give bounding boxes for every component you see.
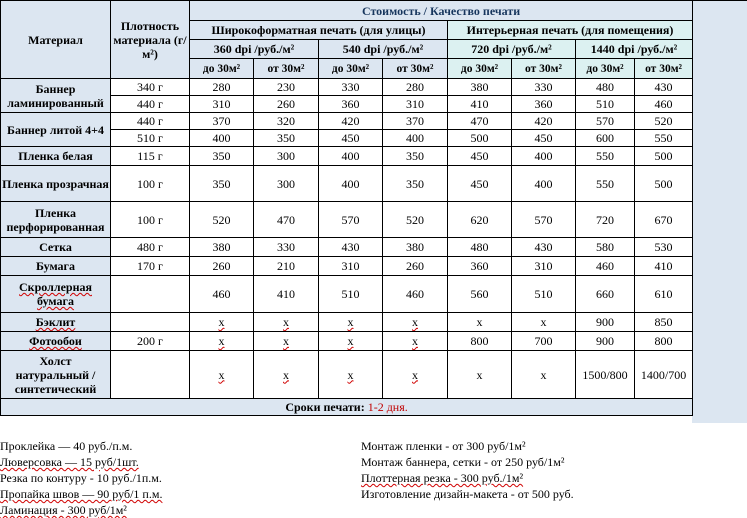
price-cell (448, 166, 512, 202)
price-cell (635, 79, 693, 96)
price-cell (190, 202, 254, 238)
price-value: 350 (277, 131, 295, 145)
material-cell (1, 238, 111, 257)
price-cell (254, 276, 319, 313)
price-value: 400 (534, 149, 553, 163)
price-value: 600 (596, 131, 614, 145)
price-cell (254, 313, 319, 332)
table-row (1, 147, 693, 166)
price-value: 1500/800 (582, 367, 628, 382)
price-cell (319, 166, 383, 202)
price-value: 410 (654, 259, 673, 273)
price-cell (448, 147, 512, 166)
price-cell (576, 238, 635, 257)
price-cell (319, 147, 383, 166)
material-name: Бумага (35, 259, 76, 273)
price-cell (448, 202, 512, 238)
price-cell (319, 257, 383, 276)
price-value: 350 (406, 176, 424, 191)
price-cell (512, 351, 576, 399)
material-name: Пленка белая (18, 149, 93, 163)
material-cell (1, 332, 111, 351)
price-cell (448, 130, 512, 147)
dpi-360-header: 360 dpi /руб./м² (190, 40, 319, 59)
price-cell (190, 351, 254, 399)
price-cell (576, 257, 635, 276)
density-cell: 115 г (111, 147, 190, 166)
price-value: х (412, 367, 418, 382)
price-cell (576, 202, 635, 238)
price-cell (635, 276, 693, 313)
price-value: 360 (341, 97, 360, 111)
price-value: 360 (470, 259, 489, 273)
price-value: 900 (596, 334, 614, 348)
material-cell (1, 79, 111, 113)
price-cell (512, 113, 576, 130)
price-cell (254, 130, 319, 147)
density-cell: 100 г (111, 202, 190, 238)
price-cell (254, 96, 319, 113)
price-cell (190, 166, 254, 202)
material-header: Материал (1, 1, 111, 79)
price-value: 470 (470, 114, 489, 128)
density-cell: 340 г (111, 79, 190, 96)
price-value: 320 (277, 114, 295, 128)
price-cell (319, 79, 383, 96)
material-cell (1, 166, 111, 202)
material-cell (1, 313, 111, 332)
price-cell (448, 276, 512, 313)
price-cell (254, 113, 319, 130)
price-cell (383, 276, 448, 313)
price-value: х (283, 315, 289, 329)
price-value: х (283, 367, 289, 382)
price-value: х (476, 367, 483, 382)
price-value: х (540, 315, 547, 329)
price-cell (512, 96, 576, 113)
table-row (1, 166, 693, 202)
price-cell (512, 332, 576, 351)
price-value: 400 (341, 176, 360, 191)
from-30-header: от 30м² (512, 59, 576, 79)
table-row (1, 332, 693, 351)
price-cell (383, 79, 448, 96)
price-value: 660 (596, 287, 614, 301)
price-cell (190, 313, 254, 332)
price-value: 310 (341, 259, 360, 273)
price-value: 450 (470, 176, 489, 191)
price-value: 850 (654, 315, 673, 329)
price-value: х (412, 334, 418, 348)
density-cell (111, 276, 190, 313)
service-line: Ламинация - 300 руб/1м² (0, 503, 127, 517)
price-value: 350 (212, 176, 231, 191)
price-cell (576, 79, 635, 96)
price-value: 670 (654, 212, 673, 227)
price-cell (512, 238, 576, 257)
price-value: 400 (406, 131, 424, 145)
price-cell (448, 332, 512, 351)
material-name: Бэклит (35, 315, 76, 329)
density-cell (111, 351, 190, 399)
density-cell: 440 г (111, 113, 190, 130)
price-value: х (347, 367, 354, 382)
table-row (1, 79, 693, 96)
service-line: Проклейка — 40 руб./п.м. (0, 439, 133, 453)
price-cell (383, 313, 448, 332)
price-cell (448, 96, 512, 113)
price-cell (383, 96, 448, 113)
price-cell (319, 202, 383, 238)
density-cell: 170 г (111, 257, 190, 276)
price-value: 210 (277, 259, 295, 273)
price-cell (635, 257, 693, 276)
price-cell (319, 332, 383, 351)
outdoor-header: Широкоформатная печать (для улицы) (190, 21, 448, 40)
cost-quality-header: Стоимость / Качество печати (190, 1, 693, 21)
price-value: 400 (212, 131, 231, 145)
density-header (111, 1, 190, 79)
price-value: х (347, 334, 354, 348)
price-value: 300 (277, 149, 295, 163)
density-cell (111, 313, 190, 332)
table-row (1, 202, 693, 238)
price-value: 260 (212, 259, 231, 273)
price-value: 800 (470, 334, 489, 348)
price-cell (190, 332, 254, 351)
price-cell (635, 313, 693, 332)
price-value: 520 (212, 212, 231, 227)
price-value: 460 (596, 259, 614, 273)
price-cell (383, 238, 448, 257)
price-cell (448, 79, 512, 96)
price-cell (319, 113, 383, 130)
material-cell (1, 257, 111, 276)
price-value: 380 (470, 80, 489, 94)
print-terms (1, 399, 693, 416)
dpi-1440-header: 1440 dpi /руб./м² (576, 40, 693, 59)
price-value: 520 (406, 212, 424, 227)
price-cell (635, 113, 693, 130)
price-cell (383, 202, 448, 238)
service-line: Люверсовка — 15 руб/1шт. (0, 455, 139, 469)
price-value: 420 (341, 114, 360, 128)
price-cell (512, 276, 576, 313)
price-cell (576, 130, 635, 147)
from-30-header: от 30м² (383, 59, 448, 79)
price-cell (190, 96, 254, 113)
price-cell (254, 238, 319, 257)
price-cell (319, 130, 383, 147)
price-value: 310 (212, 97, 231, 111)
price-value: 400 (534, 176, 553, 191)
price-value: 510 (596, 97, 614, 111)
price-value: 450 (534, 131, 553, 145)
price-value: 380 (406, 240, 424, 254)
price-cell (254, 147, 319, 166)
price-value: 570 (596, 114, 614, 128)
price-value: 460 (654, 97, 673, 111)
price-value: 550 (596, 176, 614, 191)
price-value: 330 (341, 80, 360, 94)
price-cell (635, 351, 693, 399)
from-30-header: от 30м² (254, 59, 319, 79)
price-value: 260 (277, 97, 295, 111)
from-30-header: от 30м² (635, 59, 693, 79)
price-cell (190, 113, 254, 130)
price-cell (383, 147, 448, 166)
price-cell (512, 313, 576, 332)
dpi-540-header: 540 dpi /руб./м² (319, 40, 448, 59)
price-cell (512, 257, 576, 276)
price-value: 280 (212, 80, 231, 94)
price-value: х (218, 334, 225, 348)
price-cell (383, 351, 448, 399)
price-value: 450 (341, 131, 360, 145)
price-cell (190, 147, 254, 166)
price-cell (448, 113, 512, 130)
price-cell (512, 147, 576, 166)
price-value: 330 (534, 80, 553, 94)
price-value: 480 (470, 240, 489, 254)
price-value: 300 (277, 176, 295, 191)
price-cell (512, 130, 576, 147)
upto-30-header: до 30м² (576, 59, 635, 79)
price-value: 800 (654, 334, 673, 348)
price-value: х (412, 315, 418, 329)
price-cell (635, 238, 693, 257)
table-row (1, 313, 693, 332)
price-value: 450 (470, 149, 489, 163)
price-value: 470 (277, 212, 295, 227)
material-cell (1, 202, 111, 238)
material-name: Фотообои (29, 334, 82, 348)
material-name: Баннер ламинированный (7, 81, 104, 110)
price-cell (448, 351, 512, 399)
price-value: 550 (596, 149, 614, 163)
price-cell (448, 313, 512, 332)
upto-30-header: до 30м² (448, 59, 512, 79)
price-value: 500 (654, 176, 673, 191)
price-value: 610 (654, 287, 673, 301)
material-name: Пленка прозрачная (2, 176, 109, 191)
price-value: 350 (212, 149, 231, 163)
material-cell (1, 276, 111, 313)
price-value: 400 (341, 149, 360, 163)
price-cell (383, 332, 448, 351)
material-name: Скроллерная бумага (19, 280, 92, 308)
table-row (1, 238, 693, 257)
header-side-strip (692, 0, 747, 423)
price-cell (576, 351, 635, 399)
price-value: х (540, 367, 547, 382)
price-value: х (476, 315, 483, 329)
upto-30-header: до 30м² (190, 59, 254, 79)
material-cell (1, 147, 111, 166)
price-value: х (347, 315, 354, 329)
price-value: 260 (406, 259, 424, 273)
dpi-720-header: 720 dpi /руб./м² (448, 40, 576, 59)
price-cell (383, 257, 448, 276)
price-value: х (218, 315, 225, 329)
table-row (1, 276, 693, 313)
density-header-text: Плотность материала (г/м²) (113, 18, 187, 61)
price-cell (190, 130, 254, 147)
price-value: 410 (277, 287, 295, 301)
price-cell (254, 332, 319, 351)
price-cell (576, 276, 635, 313)
price-cell (576, 113, 635, 130)
price-value: 310 (534, 259, 553, 273)
print-terms-value: 1-2 дня. (367, 400, 408, 414)
price-cell (254, 351, 319, 399)
price-cell (635, 332, 693, 351)
material-cell (1, 351, 111, 399)
price-value: 530 (654, 240, 673, 254)
table-row (1, 257, 693, 276)
material-name: Холст натуральный /синтетический (14, 353, 97, 396)
service-line: Монтаж пленки - от 300 руб/1м² (361, 439, 526, 453)
density-cell: 440 г (111, 96, 190, 113)
price-cell (635, 202, 693, 238)
price-value: 700 (534, 334, 553, 348)
price-cell (635, 96, 693, 113)
density-cell: 480 г (111, 238, 190, 257)
services-notes (0, 438, 747, 515)
price-cell (254, 79, 319, 96)
price-cell (635, 130, 693, 147)
price-cell (319, 276, 383, 313)
table-row (1, 351, 693, 399)
price-cell (512, 202, 576, 238)
density-cell: 510 г (111, 130, 190, 147)
price-cell (190, 276, 254, 313)
price-value: 510 (341, 287, 360, 301)
price-value: 550 (654, 131, 673, 145)
price-value: 580 (596, 240, 614, 254)
price-value: 280 (406, 80, 424, 94)
service-line: Пропайка швов — 90 руб/1 п.м. (0, 487, 163, 501)
price-cell (576, 332, 635, 351)
price-cell (254, 166, 319, 202)
price-value: 620 (470, 212, 489, 227)
price-cell (319, 351, 383, 399)
price-value: 500 (654, 149, 673, 163)
price-value: 500 (470, 131, 489, 145)
price-value: 900 (596, 315, 614, 329)
price-value: 410 (470, 97, 489, 111)
price-value: 1400/700 (640, 367, 687, 382)
price-cell (576, 166, 635, 202)
price-cell (576, 313, 635, 332)
material-name: Пленка перфорированная (6, 205, 105, 234)
price-cell (383, 113, 448, 130)
service-line: Монтаж баннера, сетки - от 250 руб/1м² (361, 455, 565, 469)
price-cell (254, 202, 319, 238)
material-cell (1, 113, 111, 147)
upto-30-header: до 30м² (319, 59, 383, 79)
price-cell (383, 166, 448, 202)
price-value: 360 (534, 97, 553, 111)
price-cell (254, 257, 319, 276)
price-value: 370 (406, 114, 424, 128)
services-right (361, 438, 574, 502)
price-value: 420 (534, 114, 553, 128)
price-cell (319, 96, 383, 113)
price-cell (635, 166, 693, 202)
price-value: 720 (596, 212, 614, 227)
price-cell (512, 166, 576, 202)
density-cell: 200 г (111, 332, 190, 351)
indoor-header: Интерьерная печать (для помещения) (448, 21, 693, 40)
density-cell: 100 г (111, 166, 190, 202)
price-value: 460 (212, 287, 231, 301)
price-value: 510 (534, 287, 553, 301)
service-line: Изготовление дизайн-макета - от 500 руб. (361, 487, 574, 501)
price-value: 380 (212, 240, 231, 254)
material-name: Баннер литой 4+4 (7, 122, 104, 137)
price-cell (448, 257, 512, 276)
price-cell (448, 238, 512, 257)
price-value: 430 (654, 80, 673, 94)
price-value: 370 (212, 114, 231, 128)
price-value: 560 (470, 287, 489, 301)
service-line: Резка по контуру - 10 руб./1п.м. (0, 471, 162, 485)
price-value: 330 (277, 240, 295, 254)
price-cell (319, 313, 383, 332)
price-value: 230 (277, 80, 295, 94)
print-terms-label: Сроки печати: (285, 400, 365, 414)
price-cell (576, 96, 635, 113)
price-value: 460 (406, 287, 424, 301)
price-cell (383, 130, 448, 147)
price-value: х (218, 367, 225, 382)
service-line: Плоттерная резка - 300 руб./1м² (361, 471, 524, 485)
price-cell (190, 257, 254, 276)
price-cell (319, 238, 383, 257)
price-cell (512, 79, 576, 96)
price-value: 430 (534, 240, 553, 254)
price-cell (576, 147, 635, 166)
price-cell (190, 79, 254, 96)
price-cell (190, 238, 254, 257)
price-value: 430 (341, 240, 360, 254)
price-value: х (283, 334, 289, 348)
price-value: 570 (341, 212, 360, 227)
table-row (1, 113, 693, 130)
price-value: 480 (596, 80, 614, 94)
price-cell (635, 147, 693, 166)
price-value: 570 (534, 212, 553, 227)
price-value: 520 (654, 114, 673, 128)
services-left (0, 438, 162, 518)
price-value: 310 (406, 97, 424, 111)
price-value: 350 (406, 149, 424, 163)
material-name: Сетка (39, 240, 72, 254)
